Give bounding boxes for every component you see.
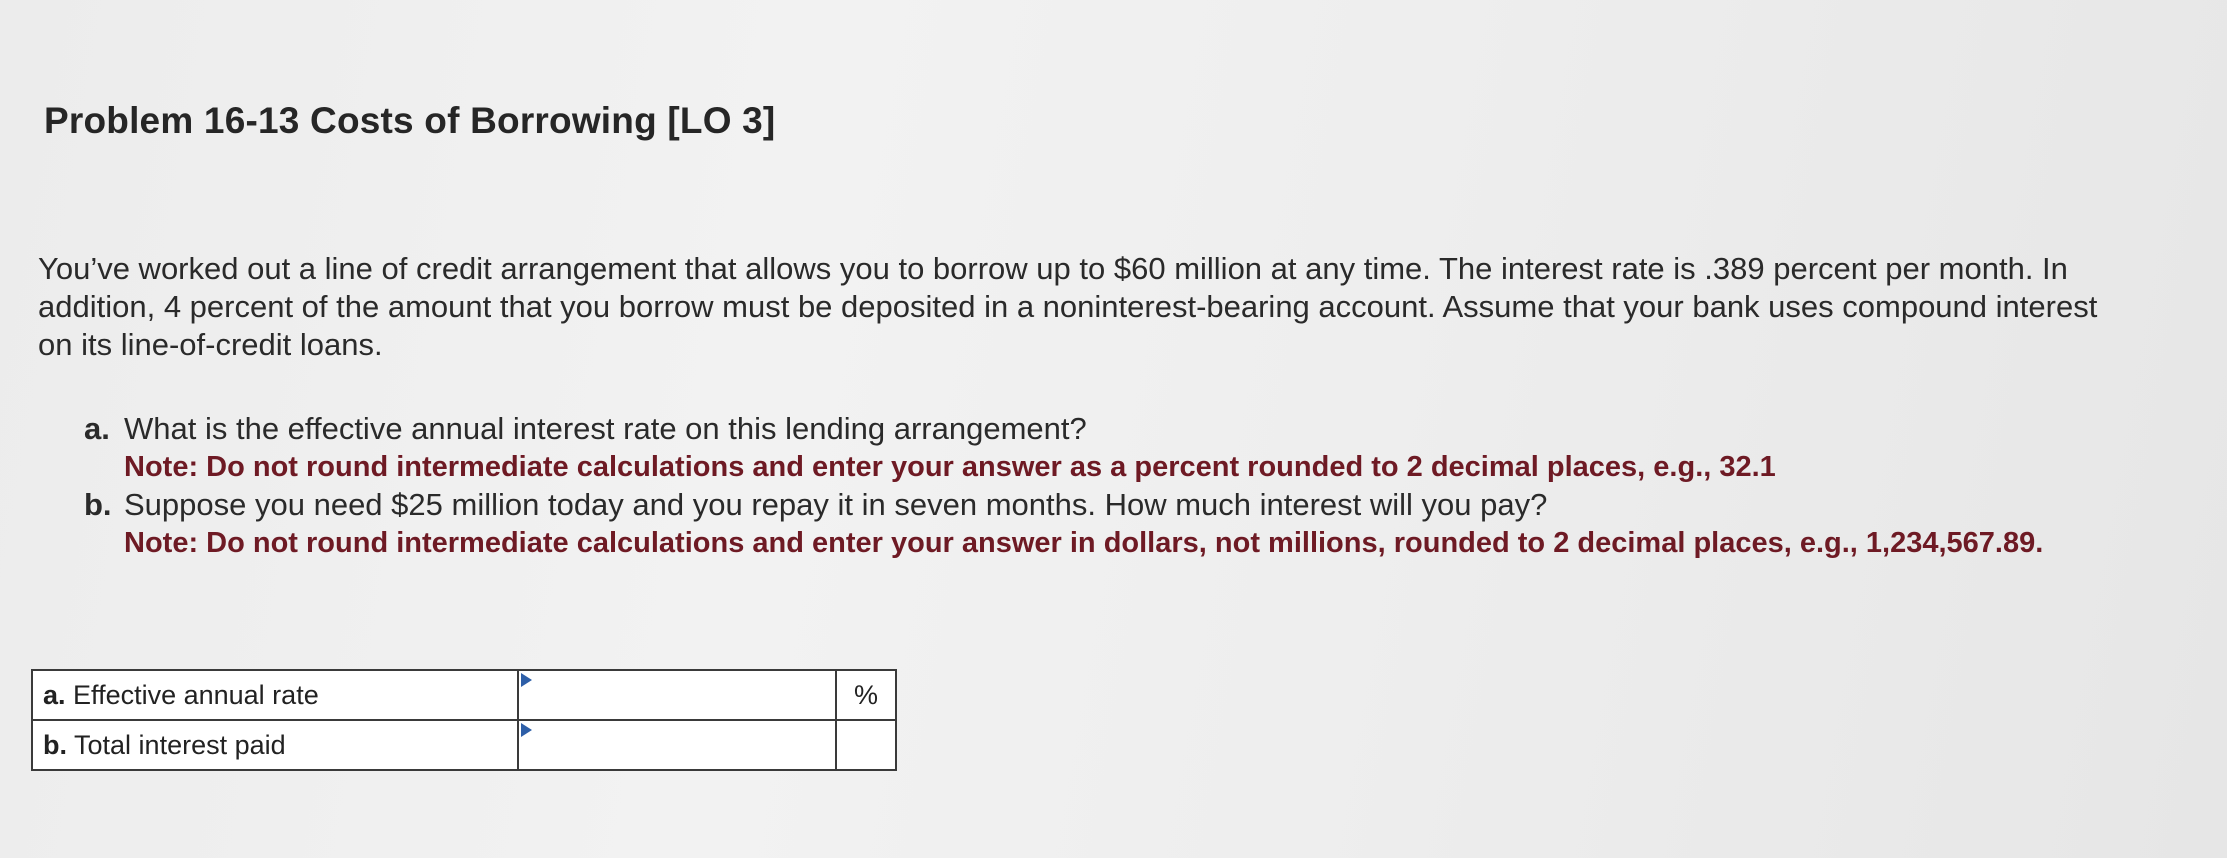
answer-input-cell [518, 670, 836, 720]
flag-icon [521, 723, 532, 737]
part-b-body [124, 486, 2084, 562]
part-a-note: Note: Do not round intermediate calculations and enter your answer as a percent rounded to 2 decimal places, e.g., 32.1 [124, 451, 1776, 483]
part-b-note: Note: Do not round intermediate calculations and enter your answer in dollars, not millions, rounded to 2 decimal places, e.g., 1,234,567.89. [124, 527, 2044, 559]
part-a-body [124, 410, 2084, 486]
answer-label-effective-rate [32, 670, 518, 720]
answer-table [31, 669, 897, 771]
answer-label-text: Effective annual rate [73, 679, 319, 710]
answer-row-total-interest [32, 720, 896, 770]
part-a [84, 410, 2084, 486]
answer-letter: a. [43, 679, 66, 710]
unit-cell-empty [836, 720, 896, 770]
part-a-question: What is the effective annual interest rate on this lending arrangement? [124, 411, 1087, 446]
problem-intro: You’ve worked out a line of credit arrangement that allows you to borrow up to $60 million at any time. The interest rate is .389 percent per month. In addition, 4 percent of the amount that you borrow must be deposited in a noninterest-bearing account. Assume that your bank uses compound interest on its line-of-credit loans. [38, 251, 2098, 362]
part-b [84, 486, 2084, 562]
answer-label-text: Total interest paid [74, 729, 286, 760]
flag-icon [521, 673, 532, 687]
answer-label-total-interest [32, 720, 518, 770]
answer-input-cell [518, 720, 836, 770]
total-interest-input[interactable] [519, 722, 835, 768]
answer-letter: b. [43, 729, 67, 760]
problem-title: Problem 16-13 Costs of Borrowing [LO 3] [44, 100, 776, 141]
part-a-letter: a. [84, 411, 110, 446]
percent-unit: % [836, 670, 896, 720]
answer-row-effective-rate [32, 670, 896, 720]
part-b-question: Suppose you need $25 million today and you repay it in seven months. How much interest will you pay? [124, 487, 1548, 522]
question-parts [84, 410, 2084, 562]
part-b-letter: b. [84, 487, 112, 522]
effective-rate-input[interactable] [519, 672, 835, 718]
